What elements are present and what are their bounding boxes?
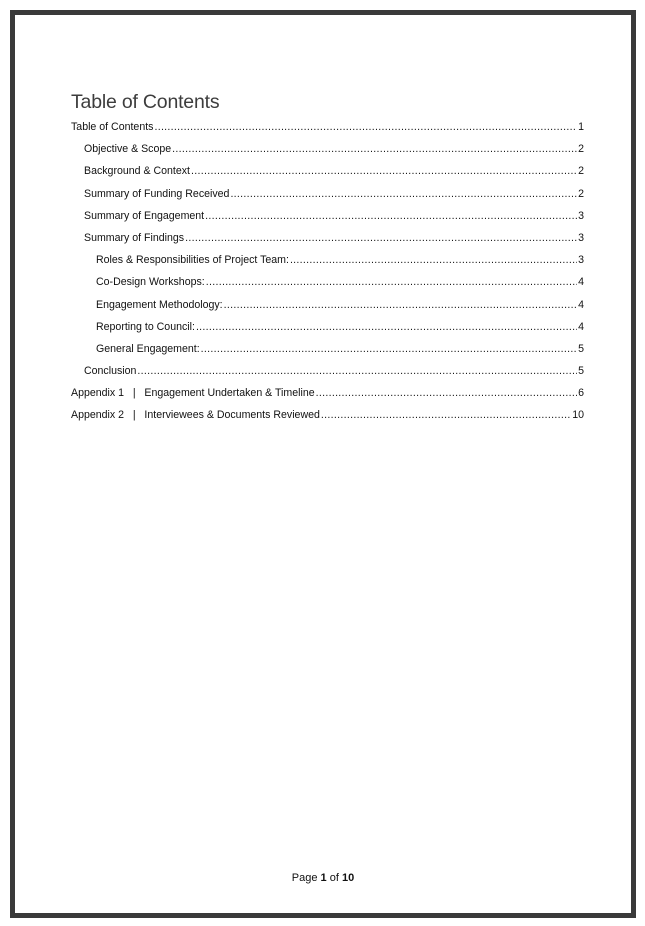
toc-dot-leader [185, 227, 577, 249]
toc-dot-leader [201, 338, 577, 360]
toc-dot-leader [196, 316, 577, 338]
toc-dot-leader [206, 271, 577, 293]
toc-dot-leader [154, 116, 577, 138]
document-page [10, 10, 636, 918]
toc-entry-page: 3 [578, 209, 584, 222]
toc-dot-leader [205, 205, 577, 227]
toc-entry-title: Engagement Methodology: [96, 298, 223, 311]
toc-entry-title: Reporting to Council: [96, 320, 195, 333]
toc-dot-leader [230, 183, 577, 205]
toc-dot-leader [137, 360, 577, 382]
toc-entry[interactable] [71, 116, 584, 138]
toc-entry-page: 4 [578, 276, 584, 289]
toc-entry-page: 5 [578, 342, 584, 355]
footer-total-pages: 10 [341, 872, 355, 884]
toc-entry-title: Appendix 2 | Interviewees & Documents Reviewed [71, 409, 320, 422]
toc-entry-page: 3 [578, 231, 584, 244]
footer-page-word: Page [291, 872, 318, 884]
toc-entry[interactable] [71, 271, 584, 293]
footer-current-page: 1 [320, 872, 327, 884]
toc-entry-page: 4 [578, 298, 584, 311]
toc-dot-leader [224, 294, 577, 316]
toc-entry[interactable] [71, 316, 584, 338]
toc-entry[interactable] [71, 294, 584, 316]
toc-entry-title: Summary of Findings [84, 231, 185, 244]
toc-entry-title: Objective & Scope [84, 143, 172, 156]
toc-entry[interactable] [71, 249, 584, 271]
toc-entry-title: Summary of Engagement [84, 209, 205, 222]
footer-of-word: of [329, 872, 339, 884]
toc-entry-title: Co-Design Workshops: [96, 276, 205, 289]
toc-entry-page: 2 [578, 187, 584, 200]
page-footer [15, 872, 631, 884]
toc-dot-leader [191, 160, 577, 182]
toc-dot-leader [290, 249, 577, 271]
toc-entry-page: 1 [578, 121, 584, 133]
toc-dot-leader [316, 382, 577, 404]
toc-list [71, 116, 584, 427]
toc-entry[interactable] [71, 404, 584, 426]
toc-entry-title: Background & Context [84, 165, 190, 178]
toc-entry[interactable] [71, 382, 584, 404]
toc-entry[interactable] [71, 183, 584, 205]
toc-entry-page: 2 [578, 165, 584, 178]
toc-heading: Table of Contents [71, 91, 220, 113]
toc-entry-page: 6 [578, 387, 584, 400]
toc-entry-title: General Engagement: [96, 342, 200, 355]
toc-entry-page: 10 [572, 409, 584, 422]
toc-entry-title: Appendix 1 | Engagement Undertaken & Timeline [71, 387, 315, 400]
toc-entry-page: 5 [578, 365, 584, 378]
toc-entry-page: 2 [578, 143, 584, 156]
toc-entry-title: Roles & Responsibilities of Project Team: [96, 254, 289, 267]
toc-entry-title: Summary of Funding Received [84, 187, 230, 200]
toc-entry[interactable] [71, 360, 584, 382]
toc-entry[interactable] [71, 338, 584, 360]
toc-entry-page: 3 [578, 254, 584, 267]
toc-entry-page: 4 [578, 320, 584, 333]
toc-dot-leader [172, 138, 577, 160]
toc-entry[interactable] [71, 227, 584, 249]
toc-entry-title: Conclusion [84, 365, 137, 378]
toc-dot-leader [321, 404, 571, 426]
toc-entry[interactable] [71, 138, 584, 160]
toc-entry[interactable] [71, 160, 584, 182]
toc-entry[interactable] [71, 205, 584, 227]
toc-entry-title: Table of Contents [71, 121, 154, 133]
